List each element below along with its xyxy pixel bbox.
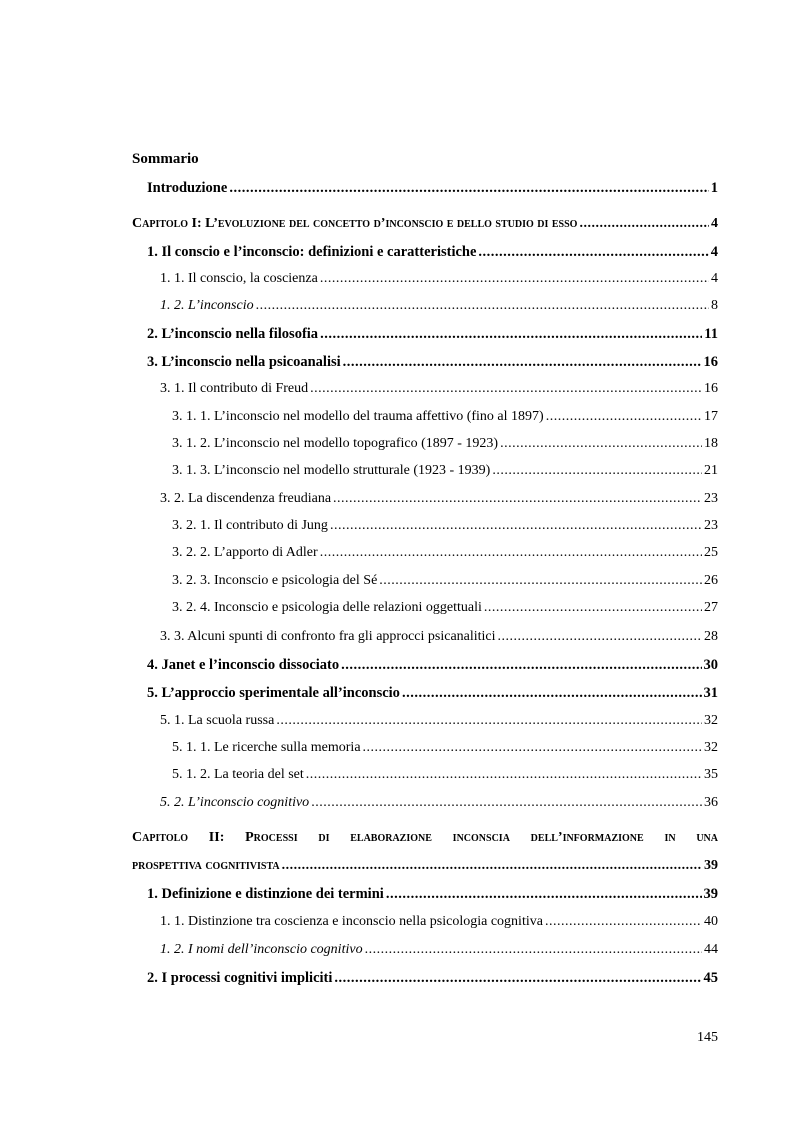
- toc-entry-label: 3. L’inconscio nella psicoanalisi: [147, 354, 341, 370]
- dot-leader: [498, 627, 702, 647]
- toc-entry[interactable]: [160, 379, 718, 399]
- toc-entry-page: 35: [704, 767, 718, 782]
- toc-entry-label: Capitolo I: L’evoluzione del concetto d’inconscio e dello studio di esso: [132, 216, 578, 231]
- toc-entry-label: 2. I processi cognitivi impliciti: [147, 970, 333, 986]
- toc-entry-page: 26: [704, 573, 718, 588]
- toc-entry-label: 1. 2. I nomi dell’inconscio cognitivo: [160, 942, 363, 957]
- toc-entry[interactable]: [147, 968, 718, 988]
- toc-entry-page: 32: [704, 713, 718, 728]
- dot-leader: [484, 598, 702, 618]
- dot-leader: [579, 214, 709, 234]
- toc-entry-page: 25: [704, 545, 718, 560]
- toc-entry-page: 18: [704, 436, 718, 451]
- toc-entry[interactable]: [172, 738, 718, 758]
- dot-leader: [545, 912, 702, 932]
- toc-entry[interactable]: [172, 571, 718, 591]
- toc-entry-label: 3. 2. 1. Il contributo di Jung: [172, 518, 328, 533]
- toc-entry-label: 5. 2. L’inconscio cognitivo: [160, 795, 310, 810]
- dot-leader: [311, 793, 702, 813]
- toc-entry[interactable]: [172, 434, 718, 454]
- toc-entry-label: 3. 2. 4. Inconscio e psicologia delle relazioni oggettuali: [172, 600, 482, 615]
- toc-entry-page: 32: [704, 740, 718, 755]
- toc-entry-label: 5. 1. 1. Le ricerche sulla memoria: [172, 740, 361, 755]
- toc-entry-page: 36: [704, 795, 718, 810]
- dot-leader: [379, 571, 702, 591]
- dot-leader: [282, 856, 702, 876]
- dot-leader: [365, 940, 702, 960]
- dot-leader: [363, 738, 702, 758]
- toc-entry-page: 16: [704, 381, 718, 396]
- toc-entry-label: 1. 1. Distinzione tra coscienza e inconscio nella psicologia cognitiva: [160, 914, 543, 929]
- toc-entry[interactable]: [147, 683, 718, 703]
- toc-entry-label: 1. 1. Il conscio, la coscienza: [160, 271, 318, 286]
- toc-entry-page: 39: [703, 886, 718, 902]
- toc-entry-page: 45: [703, 970, 718, 986]
- dot-leader: [256, 296, 709, 316]
- toc-entry[interactable]: [160, 627, 718, 647]
- dot-leader: [341, 655, 701, 675]
- chapter-2-heading-line1: [132, 828, 718, 848]
- toc-entry-label: 5. 1. La scuola russa: [160, 713, 275, 728]
- dot-leader: [492, 461, 702, 481]
- toc-entry[interactable]: [147, 352, 718, 372]
- toc-entry-label: 5. L’approccio sperimentale all’inconscio: [147, 685, 400, 701]
- toc-entry-page: 21: [704, 463, 718, 478]
- toc-entry-label: 3. 2. 3. Inconscio e psicologia del Sé: [172, 573, 378, 588]
- toc-entry[interactable]: [160, 793, 718, 813]
- toc-entry[interactable]: [172, 461, 718, 481]
- toc-entry[interactable]: [132, 214, 718, 234]
- chapter-2-heading-text: Capitolo II: Processi di elaborazione inconscia dell’informazione in una: [132, 830, 718, 845]
- toc-entry[interactable]: [147, 242, 718, 262]
- dot-leader: [320, 269, 709, 289]
- toc-entry-page: 4: [711, 216, 718, 231]
- toc-entry[interactable]: [172, 407, 718, 427]
- chapter-2-heading-line2[interactable]: [132, 856, 718, 876]
- toc-entry-label: 4. Janet e l’inconscio dissociato: [147, 657, 340, 673]
- dot-leader: [334, 968, 701, 988]
- dot-leader: [330, 516, 702, 536]
- toc-entry-label: 3. 2. La discendenza freudiana: [160, 491, 332, 506]
- toc-entry[interactable]: [172, 543, 718, 563]
- toc-entry-page: 23: [704, 491, 718, 506]
- toc-entry[interactable]: [147, 178, 718, 198]
- dot-leader: [306, 765, 702, 785]
- toc-entry-label: 1. 2. L’inconscio: [160, 298, 254, 313]
- toc-entry[interactable]: [172, 765, 718, 785]
- dot-leader: [276, 711, 702, 731]
- toc-entry[interactable]: [160, 269, 718, 289]
- toc-entry-page: 17: [704, 409, 718, 424]
- toc-entry-page: 40: [704, 914, 718, 929]
- dot-leader: [546, 407, 702, 427]
- toc-entry[interactable]: [160, 489, 718, 509]
- toc-entry-page: 4: [711, 271, 718, 286]
- toc-entry-page: 30: [703, 657, 718, 673]
- toc-entry[interactable]: [160, 940, 718, 960]
- toc-entry[interactable]: [172, 598, 718, 618]
- toc-entry-page: 11: [704, 326, 718, 342]
- toc-entry[interactable]: [172, 516, 718, 536]
- page-title: Sommario: [132, 151, 199, 167]
- dot-leader: [402, 683, 702, 703]
- toc-entry-page: 23: [704, 518, 718, 533]
- toc-entry-label: 3. 1. 1. L’inconscio nel modello del trauma affettivo (fino al 1897): [172, 409, 544, 424]
- dot-leader: [333, 489, 702, 509]
- dot-leader: [500, 434, 702, 454]
- toc-entry[interactable]: [147, 655, 718, 675]
- toc-entry-page: 16: [703, 354, 718, 370]
- toc-entry-page: 44: [704, 942, 718, 957]
- toc-entry-page: 27: [704, 600, 718, 615]
- toc-entry[interactable]: [147, 884, 718, 904]
- toc-entry-label: 3. 1. 3. L’inconscio nel modello strutturale (1923 - 1939): [172, 463, 491, 478]
- dot-leader: [478, 242, 708, 262]
- dot-leader: [386, 884, 702, 904]
- toc-entry[interactable]: [147, 324, 718, 344]
- dot-leader: [229, 178, 708, 198]
- toc-entry-label: 3. 1. 2. L’inconscio nel modello topografico (1897 - 1923): [172, 436, 499, 451]
- dot-leader: [320, 324, 702, 344]
- toc-entry-label: 3. 3. Alcuni spunti di confronto fra gli approcci psicanalitici: [160, 629, 496, 644]
- toc-entry-page: 31: [703, 685, 718, 701]
- toc-entry-label: prospettiva cognitivista: [132, 858, 280, 873]
- toc-entry-label: 1. Il conscio e l’inconscio: definizioni e caratteristiche: [147, 244, 477, 260]
- toc-entry-label: 3. 1. Il contributo di Freud: [160, 381, 309, 396]
- toc-entry-label: Introduzione: [147, 180, 228, 196]
- toc-entry-page: 28: [704, 629, 718, 644]
- toc-entry-page: 1: [710, 180, 718, 196]
- toc-entry[interactable]: [160, 296, 718, 316]
- toc-entry-page: 39: [704, 858, 718, 873]
- toc-entry-page: 8: [711, 298, 718, 313]
- dot-leader: [343, 352, 702, 372]
- dot-leader: [310, 379, 702, 399]
- toc-entry[interactable]: [160, 912, 718, 932]
- toc-entry[interactable]: [160, 711, 718, 731]
- dot-leader: [320, 543, 702, 563]
- toc-entry-page: 4: [710, 244, 718, 260]
- toc-entry-label: 3. 2. 2. L’apporto di Adler: [172, 545, 318, 560]
- toc-entry-label: 2. L’inconscio nella filosofia: [147, 326, 319, 342]
- page-number: 145: [697, 1030, 718, 1045]
- toc-entry-label: 5. 1. 2. La teoria del set: [172, 767, 304, 782]
- toc-entry-label: 1. Definizione e distinzione dei termini: [147, 886, 384, 902]
